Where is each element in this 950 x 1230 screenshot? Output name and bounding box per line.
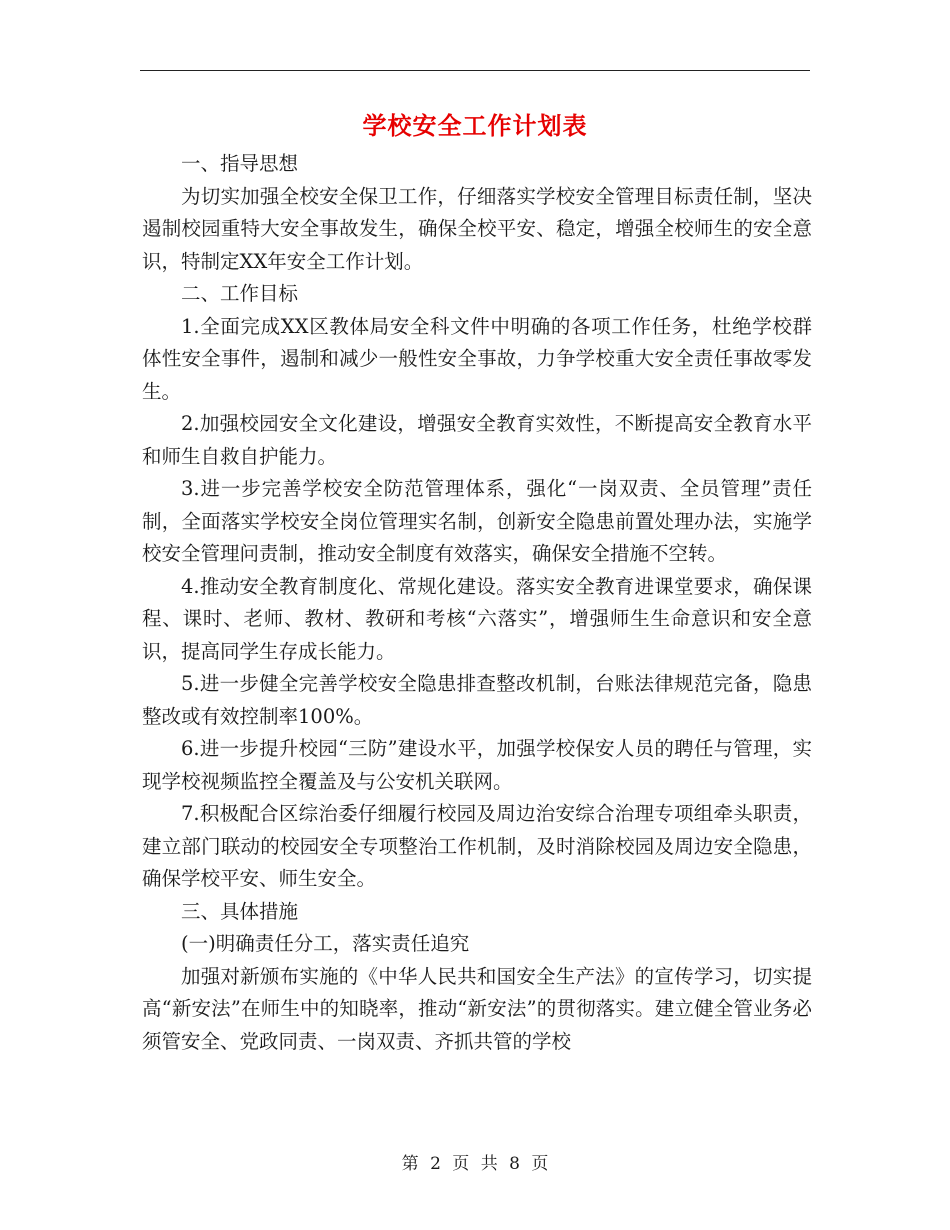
goal-item-5: 5.进一步健全完善学校安全隐患排查整改机制，台账法律规范完备，隐患整改或有效控制率100%。 — [142, 672, 812, 728]
header-rule — [140, 70, 810, 71]
goal-item-6: 6.进一步提升校园“三防”建设水平，加强学校保安人员的聘任与管理，实现学校视频监控全覆盖及与公安机关联网。 — [142, 737, 812, 793]
section-heading-specific-measures: 三、具体措施 — [181, 899, 299, 923]
document-title: 学校安全工作计划表 — [362, 111, 588, 140]
goal-item-7: 7.积极配合区综治委仔细履行校园及周边治安综合治理专项组牵头职责，建立部门联动的校园安全专项整治工作机制，及时消除校园及周边安全隐患，确保学校平安、师生安全。 — [142, 802, 812, 890]
goal-item-3: 3.进一步完善学校安全防范管理体系，强化“一岗双责、全员管理”责任制，全面落实学校安全岗位管理实名制，创新安全隐患前置处理办法，实施学校安全管理问责制，推动安全制度有效落实，确保安全措施不空转。 — [142, 477, 812, 565]
goal-item-2: 2.加强校园安全文化建设，增强安全教育实效性，不断提高安全教育水平和师生自救自护能力。 — [142, 412, 812, 468]
section-heading-work-goals: 二、工作目标 — [181, 282, 299, 305]
document-body — [142, 148, 812, 1058]
section-heading-guiding-ideology: 一、指导思想 — [181, 152, 299, 175]
goal-item-4: 4.推动安全教育制度化、常规化建设。落实安全教育进课堂要求，确保课程、课时、老师、教材、教研和考核“六落实”，增强师生生命意识和安全意识，提高同学生存成长能力。 — [142, 574, 812, 663]
subsection-heading-1: (一)明确责任分工，落实责任追究 — [181, 932, 470, 955]
paragraph: 加强对新颁布实施的《中华人民共和国安全生产法》的宣传学习，切实提高“新安法”在师生中的知晓率，推动“新安法”的贯彻落实。建立健全管业务必须管安全、党政同责、一岗双责、齐抓共管的学校 — [142, 964, 812, 1053]
paragraph: 为切实加强全校安全保卫工作，仔细落实学校安全管理目标责任制，坚决遏制校园重特大安全事故发生，确保全校平安、稳定，增强全校师生的安全意识，特制定XX年安全工作计划。 — [142, 184, 812, 273]
goal-item-1: 1.全面完成XX区教体局安全科文件中明确的各项工作任务，杜绝学校群体性安全事件，遏制和减少一般性安全事故，力争学校重大安全责任事故零发生。 — [142, 314, 812, 403]
page-footer: 第 2 页 共 8 页 — [401, 1154, 549, 1174]
